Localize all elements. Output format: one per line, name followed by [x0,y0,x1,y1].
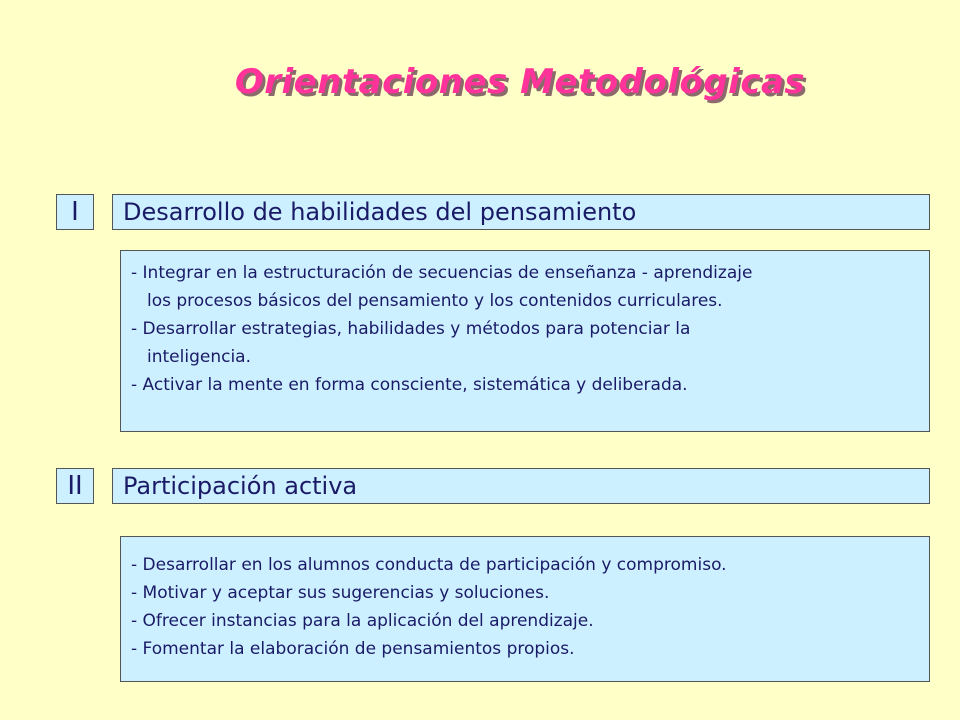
section-1-line-1: - Integrar en la estructuración de secuencias de enseñanza - aprendizaje [131,263,753,283]
section-number-2: II [56,468,94,504]
section-content-2 [120,536,930,682]
page-title: Orientaciones Metodológicas [234,62,806,102]
section-2-line-2: - Motivar y aceptar sus sugerencias y soluciones. [131,583,550,603]
section-heading-2: Participación activa [112,468,930,504]
section-number-1: I [56,194,94,230]
section-2-line-4: - Fomentar la elaboración de pensamientos propios. [131,639,575,659]
section-1-line-5: - Activar la mente en forma consciente, sistemática y deliberada. [131,375,688,395]
section-heading-1: Desarrollo de habilidades del pensamiento [112,194,930,230]
section-content-1 [120,250,930,432]
section-2-line-1: - Desarrollar en los alumnos conducta de participación y compromiso. [131,555,727,575]
section-2-line-3: - Ofrecer instancias para la aplicación del aprendizaje. [131,611,594,631]
section-1-line-2: los procesos básicos del pensamiento y los contenidos curriculares. [147,291,723,311]
section-1-line-3: - Desarrollar estrategias, habilidades y métodos para potenciar la [131,319,691,339]
section-1-line-4: inteligencia. [147,347,251,367]
